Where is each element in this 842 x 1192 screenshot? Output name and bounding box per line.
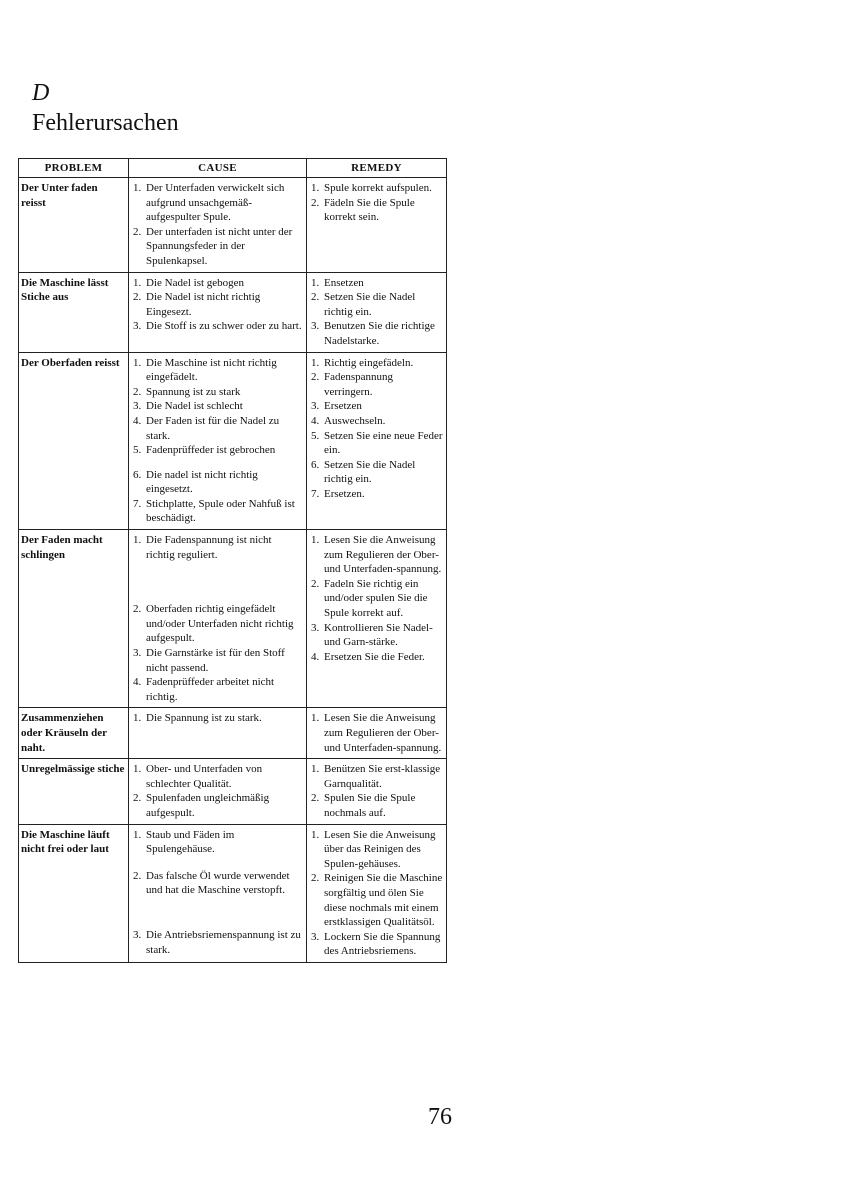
item-text: Ober- und Unterfaden von schlechter Qualität. [146,763,263,790]
cause-cell [129,530,307,708]
remedy-item [311,356,443,371]
item-text: Ersetzen. [324,487,365,500]
remedy-item [311,181,443,196]
item-text: Ensetzen [324,276,364,289]
remedy-item [311,650,443,665]
item-text: Die Nadel ist nicht richtig Eingesezt. [146,291,261,318]
cause-item [133,533,303,562]
item-text: Der unterfaden ist nicht unter der Spannungsfeder in der Spulenkapsel. [146,225,293,267]
problem-cell: Die Maschine läuft nicht frei oder laut [19,824,129,962]
cause-item [133,497,303,526]
item-text: Fadeln Sie richtig ein und/oder spulen Sie die Spule korrekt auf. [324,577,428,620]
item-text: Benützen Sie erst-klassige Garnqualität. [324,763,441,790]
remedy-item [311,621,443,650]
cause-item [133,443,303,458]
item-number: 5. [133,444,142,457]
remedy-item [311,276,443,291]
item-number: 6. [133,468,142,481]
cause-item [133,711,303,726]
cause-cell [129,352,307,530]
item-text: Auswechseln. [324,414,386,427]
item-text: Die Fadenspannung ist nicht richtig reguliert. [146,534,272,561]
cause-item [133,468,303,497]
remedy-item [311,429,443,458]
item-text: Setzen Sie die Nadel richtig ein. [324,458,416,486]
remedy-item [311,196,443,225]
item-number: 3. [311,400,320,413]
cause-item [133,414,303,443]
item-text: Lesen Sie die Anweisung zum Regulieren der Ober- und Unterfaden-spannung. [324,534,442,576]
item-number: 4. [133,676,142,689]
item-text: Fadenspannung verringern. [324,371,394,398]
remedy-item [311,370,443,399]
table-row [19,178,447,273]
item-text: Ersetzen Sie die Feder. [324,650,425,663]
item-number: 3. [133,928,142,941]
table-row [19,272,447,352]
item-text: Spulen Sie die Spule nochmals auf. [324,792,416,819]
item-number: 1. [133,534,142,547]
item-number: 1. [133,763,142,776]
item-number: 2. [311,291,320,304]
item-text: Der Faden ist für die Nadel zu stark. [146,414,280,442]
item-number: 7. [311,487,320,500]
item-text: Richtig eingefädeln. [324,356,414,369]
table-header-row [19,159,447,178]
item-text: Stichplatte, Spule oder Nahfuß ist beschädigt. [146,497,295,525]
item-number: 4. [311,414,320,427]
item-number: 4. [133,414,142,427]
item-number: 3. [133,647,142,660]
problem-cell: Der Unter faden reisst [19,178,129,273]
remedy-item [311,458,443,487]
table-row [19,530,447,708]
item-number: 1. [311,534,320,547]
item-text: Das falsche Öl wurde verwendet und hat die Maschine verstopft. [146,869,290,897]
problem-cell: Zusammenziehen oder Kräuseln der naht. [19,708,129,759]
cause-cell [129,708,307,759]
item-text: Fadenprüffeder ist gebrochen [146,444,276,457]
spacer [133,458,303,468]
cause-item [133,319,303,334]
table-row [19,352,447,530]
item-text: Kontrollieren Sie Nadel- und Garn-stärke. [324,621,433,649]
remedy-cell [307,178,447,273]
cause-item [133,928,303,957]
item-text: Die Nadel ist schlecht [146,400,243,413]
item-number: 2. [133,869,142,882]
item-number: 2. [133,291,142,304]
item-text: Spule korrekt aufspulen. [324,182,432,194]
item-text: Spulenfaden ungleichmäßig aufgespult. [146,792,270,819]
item-number: 2. [133,603,142,616]
item-number: 1. [133,182,142,194]
item-text: Benutzen Sie die richtige Nadelstarke. [324,320,435,347]
spacer [133,898,303,928]
cause-item [133,385,303,400]
item-text: Ersetzen [324,400,362,413]
remedy-item [311,487,443,502]
cause-item [133,675,303,704]
item-text: Spannung ist zu stark [146,385,241,398]
item-text: Die Stoff is zu schwer oder zu hart. [146,320,302,333]
header-problem: PROBLEM [19,159,129,178]
remedy-cell [307,759,447,824]
cause-item [133,869,303,898]
header-remedy: REMEDY [307,159,447,178]
cause-cell [129,178,307,273]
cause-item [133,276,303,291]
item-number: 7. [133,497,142,510]
cause-item [133,762,303,791]
item-number: 2. [133,792,142,805]
page-number: 76 [428,1104,452,1130]
item-number: 1. [311,763,320,776]
table-row [19,759,447,824]
cause-item [133,356,303,385]
item-number: 1. [311,828,320,841]
cause-item [133,181,303,225]
remedy-cell [307,824,447,962]
item-text: Staub und Fäden im Spulengehäuse. [146,828,235,856]
remedy-cell [307,708,447,759]
cause-item [133,602,303,646]
item-number: 2. [311,792,320,805]
spacer [133,562,303,602]
item-text: Fädeln Sie die Spule korrekt sein. [324,196,415,224]
table-row [19,708,447,759]
item-text: Die Maschine ist nicht richtig eingefädelt. [146,356,277,384]
cause-item [133,290,303,319]
cause-item [133,828,303,857]
problem-cell: Der Faden macht schlingen [19,530,129,708]
item-text: Die nadel ist nicht richtig eingesetzt. [146,468,258,496]
item-text: Lesen Sie die Anweisung zum Regulieren der Ober- und Unterfaden-spannung. [324,712,442,754]
item-number: 4. [311,650,320,663]
item-number: 1. [133,828,142,841]
item-number: 3. [133,320,142,333]
cause-cell [129,824,307,962]
remedy-item [311,533,443,577]
table-row [19,824,447,962]
item-number: 1. [133,356,142,369]
item-text: Lesen Sie die Anweisung über das Reinigen des Spulen-gehäuses. [324,828,436,870]
item-number: 1. [133,276,142,289]
item-number: 2. [311,577,320,590]
item-number: 2. [311,872,320,885]
remedy-item [311,414,443,429]
remedy-item [311,577,443,621]
troubleshooting-table [18,158,447,963]
cause-item [133,791,303,820]
remedy-cell [307,352,447,530]
cause-cell [129,272,307,352]
remedy-item [311,791,443,820]
item-text: Die Garnstärke ist für den Stoff nicht passend. [146,647,285,674]
item-number: 3. [133,400,142,413]
remedy-cell [307,272,447,352]
item-text: Oberfaden richtig eingefädelt und/oder Unterfaden nicht richtig aufgespult. [146,603,294,645]
remedy-item [311,871,443,929]
item-text: Die Spannung ist zu stark. [146,712,262,725]
remedy-item [311,828,443,872]
item-text: Setzen Sie die Nadel richtig ein. [324,291,416,318]
item-number: 5. [311,429,320,442]
troubleshooting-table-wrapper [18,158,446,963]
remedy-item [311,399,443,414]
cause-cell [129,759,307,824]
item-text: Die Antriebsriemenspannung ist zu stark. [146,928,301,956]
item-number: 2. [133,225,142,238]
remedy-item [311,711,443,755]
item-number: 3. [311,621,320,634]
cause-item [133,225,303,269]
cause-item [133,646,303,675]
item-text: Der Unterfaden verwickelt sich aufgrund unsachgemäß-aufgespulter Spule. [146,182,285,224]
item-number: 1. [311,356,320,369]
item-number: 3. [311,320,320,333]
item-text: Fadenprüffeder arbeitet nicht richtig. [146,676,275,703]
page-title: Fehlerursachen [32,110,179,136]
spacer [133,857,303,869]
item-number: 3. [311,930,320,943]
item-number: 1. [133,712,142,725]
problem-cell: Die Maschine lässt Stiche aus [19,272,129,352]
item-number: 2. [133,385,142,398]
item-number: 1. [311,712,320,725]
item-text: Reinigen Sie die Maschine sorgfältig und ölen Sie diese nochmals mit einem erstklassigen Qualitätsöl. [324,872,443,929]
remedy-item [311,290,443,319]
header-cause: CAUSE [129,159,307,178]
section-letter: D [32,80,50,106]
table-body [19,178,447,963]
remedy-item [311,930,443,959]
cause-item [133,399,303,414]
remedy-cell [307,530,447,708]
remedy-item [311,319,443,348]
item-number: 6. [311,458,320,471]
remedy-item [311,762,443,791]
item-number: 1. [311,182,320,194]
problem-cell: Unregelmässige stiche [19,759,129,824]
item-number: 2. [311,196,320,209]
item-number: 1. [311,276,320,289]
item-text: Die Nadel ist gebogen [146,276,245,289]
item-text: Lockern Sie die Spannung des Antriebsriemens. [324,930,441,958]
item-text: Setzen Sie eine neue Feder ein. [324,429,443,457]
problem-cell: Der Oberfaden reisst [19,352,129,530]
item-number: 2. [311,371,320,384]
